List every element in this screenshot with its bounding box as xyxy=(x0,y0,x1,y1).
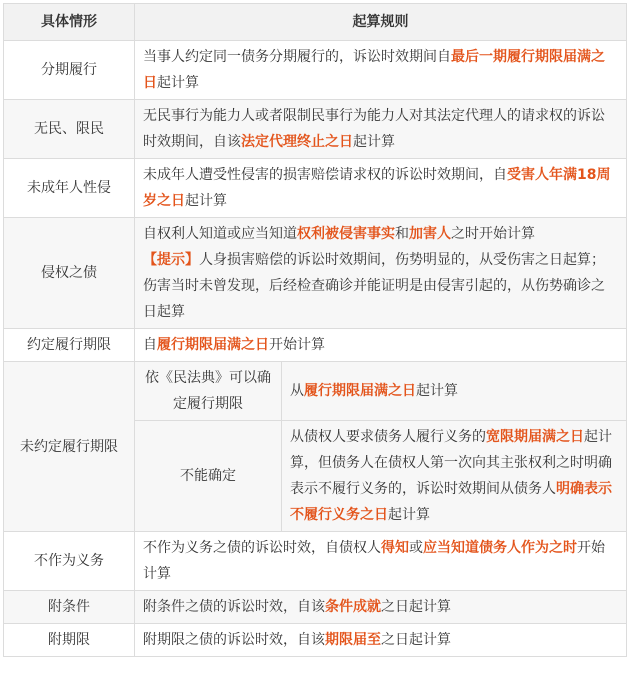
row-rule xyxy=(135,591,627,624)
rules-table xyxy=(3,3,627,657)
rule-text: 起计算 xyxy=(185,193,227,209)
rule-text: 开始计算 xyxy=(269,337,325,353)
rule-text: 之日起计算 xyxy=(381,599,451,615)
highlight-text: 明确表示不履行义务之日 xyxy=(290,481,612,523)
row-category: 不作为义务 xyxy=(4,532,135,591)
table-row xyxy=(4,362,627,421)
table-row xyxy=(4,591,627,624)
row-rule xyxy=(135,624,627,657)
table-row xyxy=(4,41,627,100)
highlight-text: 得知 xyxy=(381,540,409,556)
row-category: 侵权之债 xyxy=(4,218,135,329)
rule-text: 人身损害赔偿的诉讼时效期间，伤势明显的，从受伤害之日起算；伤害当时未曾发现，后经检查确诊并能证明是由侵害引起的，从伤势确诊之日起算 xyxy=(143,252,605,320)
row-category: 无民、限民 xyxy=(4,100,135,159)
row-category: 附条件 xyxy=(4,591,135,624)
row-rule xyxy=(135,532,627,591)
table-row xyxy=(4,218,627,329)
rule-text: 和 xyxy=(395,226,409,242)
rule-text: 起计算 xyxy=(388,507,430,523)
rule-text: 自 xyxy=(143,337,157,353)
rule-text: 自权利人知道或应当知道 xyxy=(143,226,297,242)
row-rule xyxy=(135,218,627,329)
highlight-text: 应当知道债务人作为之时 xyxy=(423,540,577,556)
row-category: 未约定履行期限 xyxy=(4,362,135,532)
rule-text: 从债权人要求债务人履行义务的 xyxy=(290,429,486,445)
row-rule xyxy=(135,159,627,218)
row-category: 约定履行期限 xyxy=(4,329,135,362)
highlight-text: 最后一期履行期限届满之日 xyxy=(143,49,605,91)
rule-text: 开始计算 xyxy=(143,540,605,582)
highlight-text: 期限届至 xyxy=(325,632,381,648)
rule-text: 之日起计算 xyxy=(381,632,451,648)
highlight-text: 法定代理终止之日 xyxy=(241,134,353,150)
row-category: 分期履行 xyxy=(4,41,135,100)
table-row xyxy=(4,624,627,657)
rule-text: 起计算 xyxy=(157,75,199,91)
row-category: 附期限 xyxy=(4,624,135,657)
rule-text: 起计算，但债务人在债权人第一次向其主张权利之时明确表示不履行义务的，诉讼时效期间从债务人 xyxy=(290,429,612,497)
row-rule xyxy=(135,100,627,159)
rule-text: 起计算 xyxy=(416,383,458,399)
table-row xyxy=(4,532,627,591)
rule-text: 不作为义务之债的诉讼时效，自债权人 xyxy=(143,540,381,556)
rule-text: 附条件之债的诉讼时效，自该 xyxy=(143,599,325,615)
rule-text: 当事人约定同一债务分期履行的，诉讼时效期间自 xyxy=(143,49,451,65)
row-rule xyxy=(135,329,627,362)
row-category: 未成年人性侵 xyxy=(4,159,135,218)
subcase-rule xyxy=(282,421,627,532)
rule-text: 附期限之债的诉讼时效，自该 xyxy=(143,632,325,648)
subcase-label: 依《民法典》可以确定履行期限 xyxy=(135,362,282,421)
header-rule: 起算规则 xyxy=(135,4,627,41)
subcase-rule xyxy=(282,362,627,421)
subcase-label: 不能确定 xyxy=(135,421,282,532)
header-situation: 具体情形 xyxy=(4,4,135,41)
rule-text: 或 xyxy=(409,540,423,556)
highlight-text: 宽限期届满之日 xyxy=(486,429,584,445)
highlight-text: 加害人 xyxy=(409,226,451,242)
row-rule xyxy=(135,41,627,100)
rule-text: 未成年人遭受性侵害的损害赔偿请求权的诉讼时效期间，自 xyxy=(143,167,507,183)
table-row xyxy=(4,100,627,159)
rule-text: 之时开始计算 xyxy=(451,226,535,242)
highlight-text: 履行期限届满之日 xyxy=(157,337,269,353)
table-row xyxy=(4,329,627,362)
table-row xyxy=(4,159,627,218)
rule-text: 起计算 xyxy=(353,134,395,150)
highlight-text: 【提示】 xyxy=(143,252,199,268)
highlight-text: 履行期限届满之日 xyxy=(304,383,416,399)
highlight-text: 受害人年满18周岁之日 xyxy=(143,167,611,209)
table-header-row xyxy=(4,4,627,41)
rule-text: 从 xyxy=(290,383,304,399)
highlight-text: 条件成就 xyxy=(325,599,381,615)
rule-text: 无民事行为能力人或者限制民事行为能力人对其法定代理人的请求权的诉讼时效期间，自该 xyxy=(143,108,605,150)
highlight-text: 权利被侵害事实 xyxy=(297,226,395,242)
